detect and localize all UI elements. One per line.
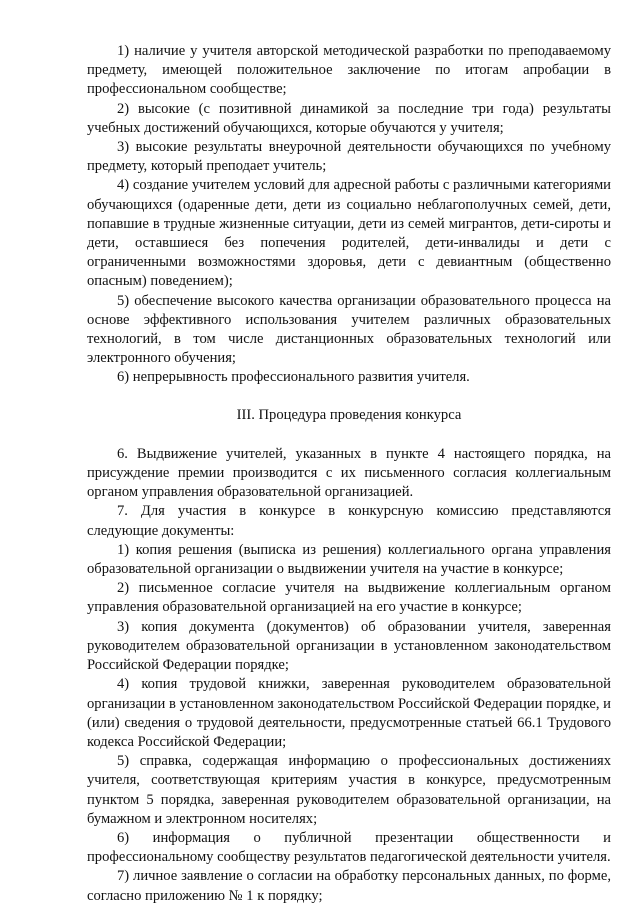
procedure-item-6: 6. Выдвижение учителей, указанных в пункте 4 настоящего порядка, на присуждение премии производится с их письменного согласия коллегиальным органом управления образовательной организацией. [87, 445, 611, 501]
procedure-list [87, 445, 611, 541]
criterion-5: 5) обеспечение высокого качества организации образовательного процесса на основе эффективного использования учителем различных образовательных технологий, в том числе дистанционных образовательных технологий или электронного обучения; [87, 292, 611, 367]
document-item-1: 1) копия решения (выписка из решения) коллегиального органа управления образовательной организации о выдвижении учителя на участие в конкурсе; [87, 541, 611, 578]
criterion-6: 6) непрерывность профессионального развития учителя. [117, 369, 470, 386]
criterion-1: 1) наличие у учителя авторской методической разработки по преподаваемому предмету, имеющей положительное заключение по итогам апробации в профессиональном сообществе; [87, 43, 611, 98]
criterion-3: 3) высокие результаты внеурочной деятельности обучающихся по учебному предмету, который преподает учитель; [87, 139, 611, 175]
document-page [87, 42, 611, 906]
document-item-7: 7) личное заявление о согласии на обработку персональных данных, по форме, согласно приложению № 1 к порядку; [87, 868, 611, 904]
criterion-4: 4) создание учителем условий для адресной работы с различными категориями обучающихся (одаренные дети, дети из социально неблагополучных семей, дети, попавшие в трудные жизненные ситуации, дети из семей мигрантов, дети-сироты и дети, оставшиеся без попечения родителей, дети-инвалиды и дети с ограниченными возможностями здоровья, дети с девиантным (общественно опасным) поведением); [87, 177, 611, 290]
document-item-3: 3) копия документа (документов) об образовании учителя, заверенная руководителем образовательной организации в установленном законодательством Российской Федерации порядке; [87, 618, 611, 674]
section-heading: III. Процедура проведения конкурса [236, 406, 462, 423]
document-item-6: 6) информация о публичной презентации общественности и профессиональному сообществу результатов педагогической деятельности учителя. [87, 829, 611, 866]
criteria-list [87, 42, 611, 388]
document-item-2: 2) письменное согласие учителя на выдвижение коллегиальным органом управления образовательной организацией на его участие в конкурсе; [87, 580, 611, 616]
criterion-2: 2) высокие (с позитивной динамикой за последние три года) результаты учебных достижений обучающихся, которые обучаются у учителя; [87, 100, 611, 136]
document-item-4: 4) копия трудовой книжки, заверенная руководителем образовательной организации в установленном законодательством Российской Федерации порядке, и (или) сведения о трудовой деятельности, предусмотренные статьей 66.1 Трудового кодекса Российской Федерации; [87, 676, 611, 750]
spacer [87, 388, 611, 406]
document-item-5: 5) справка, содержащая информацию о профессиональных достижениях учителя, соответствующая критериям участия в конкурсе, предусмотренным пунктом 5 порядка, заверенная руководителем образовательной организации, на бумажном и электронном носителях; [87, 753, 611, 827]
spacer [87, 425, 611, 445]
documents-list [87, 541, 611, 906]
procedure-item-7: 7. Для участия в конкурсе в конкурсную комиссию представляются следующие документы: [87, 503, 611, 539]
